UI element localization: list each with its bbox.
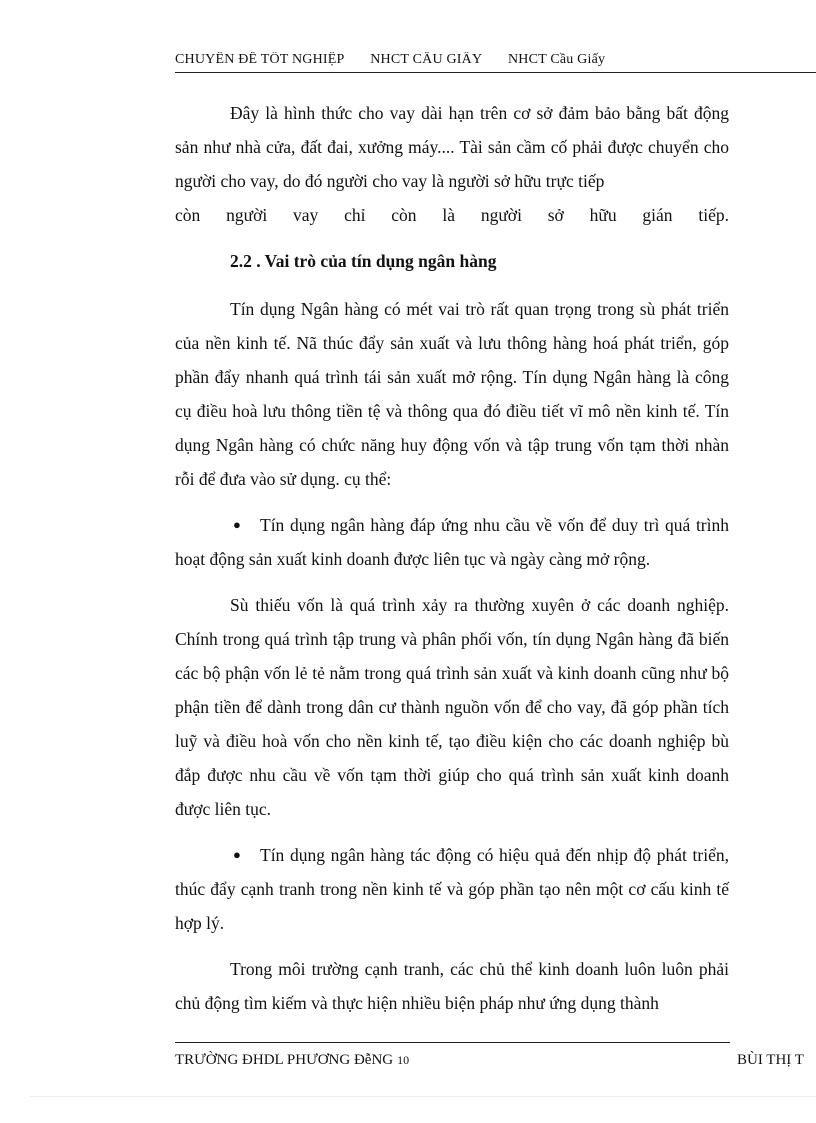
footer-author: BÙI THỊ T bbox=[737, 1052, 804, 1068]
document-body bbox=[175, 96, 729, 1032]
page-number: 10 bbox=[397, 1053, 410, 1067]
paragraph-capital-shortage: Sù thiếu vốn là quá trình xảy ra thường xuyên ở các doanh nghiệp. Chính trong quá trình tập trung và phân phối vốn, tín dụng Ngân hàng đã biến các bộ phận vốn lẻ tẻ nằm trong quá trình sản xuất và kinh doanh cũng như bộ phận tiền để dành trong dân cư thành nguồn vốn để cho vay, đã góp phần tích luỹ và điều hoà vốn cho nền kinh tế, tạo điều kiện cho các doanh nghiệp bù đắp được nhu cầu về vốn tạm thời giúp cho quá trình sản xuất kinh doanh được liên tục. bbox=[175, 595, 729, 819]
footer-divider bbox=[175, 1042, 730, 1043]
paragraph-competition: Trong môi trường cạnh tranh, các chủ thể kinh doanh luôn luôn phải chủ động tìm kiếm và thực hiện nhiều biện pháp như ứng dụng thành bbox=[175, 959, 729, 1013]
header-thesis-title: CHUYÊN ĐỀ TỐT NGHIỆP bbox=[175, 52, 345, 67]
header-bank: NHCT Cầu Giấy bbox=[507, 52, 606, 67]
section-heading: 2.2 . Vai trò của tín dụng ngân hàng bbox=[230, 251, 497, 271]
bullet-item-capital-needs bbox=[175, 508, 729, 576]
bullet-item-growth bbox=[175, 838, 729, 940]
bullet-dot-icon: ● bbox=[233, 847, 241, 862]
paragraph-mortgage-loan-text: Đây là hình thức cho vay dài hạn trên cơ sở đảm bảo bằng bất động sản như nhà cửa, đất đai, xưởng máy.... Tài sản cầm cố phải được chuyển cho người cho vay, do đó người cho vay là người sở hữu trực tiếp bbox=[175, 103, 729, 191]
paragraph-role-intro: Tín dụng Ngân hàng có mét vai trò rất quan trọng trong sù phát triển của nền kinh tế. Nã thúc đẩy sản xuất và lưu thông hàng hoá phát triển, góp phần đẩy nhanh quá trình tái sản xuất mở rộng. Tín dụng Ngân hàng là công cụ điều hoà lưu thông tiền tệ và thông qua đó điều tiết vĩ mô nền kinh tế. Tín dụng Ngân hàng có chức năng huy động vốn và tập trung vốn tạm thời nhàn rỗi để đưa vào sử dụng. cụ thể: bbox=[175, 299, 729, 489]
paragraph-mortgage-loan-last-line: còn người vay chỉ còn là người sở hữu gián tiếp. bbox=[175, 205, 729, 225]
bullet-item-capital-needs-text: Tín dụng ngân hàng đáp ứng nhu cầu về vốn để duy trì quá trình hoạt động sản xuất kinh doanh được liên tục và ngày càng mở rộng. bbox=[175, 515, 729, 569]
bullet-dot-icon: ● bbox=[233, 517, 241, 532]
bullet-item-growth-text: Tín dụng ngân hàng tác động có hiệu quả đến nhịp độ phát triển, thúc đẩy cạnh tranh trong nền kinh tế và góp phần tạo nên một cơ cấu kinh tế hợp lý. bbox=[175, 845, 729, 933]
footer-school bbox=[175, 1052, 409, 1069]
footer-school-name: TRƯỜNG ĐHDL PHƯƠNG ĐễNG bbox=[175, 1052, 394, 1068]
paragraph-mortgage-loan bbox=[175, 96, 729, 232]
header-bank-upper: NHCT CẦU GIẤY bbox=[370, 52, 483, 67]
page-bottom-divider bbox=[30, 1096, 816, 1097]
page-header bbox=[175, 52, 816, 73]
